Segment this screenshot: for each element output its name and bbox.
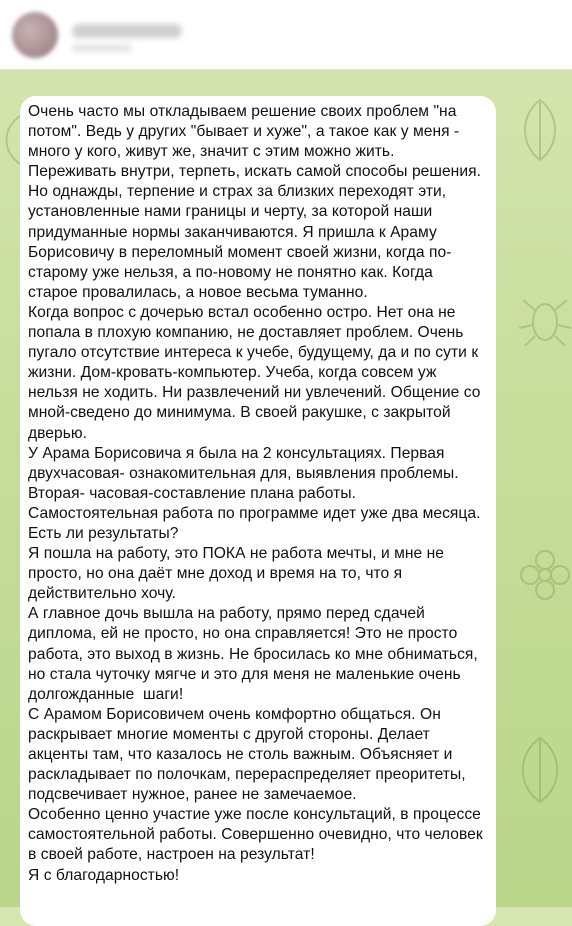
bug-doodle-icon [505,280,572,360]
message-text: Очень часто мы откладываем решение своих проблем "на потом". Ведь у других "бывает и хуже", а такое как у меня - много у кого, живут же, значит с этим можно жить. Переживать внутри, терпеть, искать самой способы решения. Но однажды, терпение и страх за близких переходят эти, установленные нами границы и черту, за которой наши придуманные нормы заканчиваются. Я пришла к Араму Борисовичу в переломный момент своей жизни, когда по-старому уже нельзя, а по-новому не понятно как. Когда старое провалилась, а новое весьма туманно. Когда вопрос с дочерью встал особенно остро. Нет она не попала в плохую компанию, не доставляет проблем. Очень пугало отсутствие интереса к учебе, будущему, да и по сути к жизни. Дом-кровать-компьютер. Учеба, когда совсем уж нельзя не ходить. Ни развлечений ни увлечений. Общение со мной-сведено до минимума. В своей ракушке, с закрытой дверью. У Арама Борисовича я была на 2 консультациях. Первая двухчасовая- ознакомительная для, выявления проблемы. Вторая- часовая-составление плана работы. Самостоятельная работа по программе идет уже два месяца. Есть ли результаты? Я пошла на работу, это ПОКА не работа мечты, и мне не просто, но она даёт мне доход и время на то, что я действительно хочу. А главное дочь вышла на работу, прямо перед сдачей диплома, ей не просто, но она справляется! Это не просто работа, это выход в жизнь. Не бросилась ко мне обниматься, но стала чуточку мягче и это для меня не маленькие очень долгожданные шаги! С Арамом Борисовичем очень комфортно общаться. Он раскрывает многие моменты с другой стороны. Делает акценты там, что казалось не столь важным. Объясняет и раскладывает по полочкам, перераспределяет преоритеты, подсвечивает нужное, ранее не замечаемое. Особенно ценно участие уже после консультаций, в процессе самостоятельной работы. Совершенно очевидно, что человек в своей работе, настроен на результат! Я с благодарностью! [28,103,483,884]
avatar[interactable] [12,12,58,58]
leaf-doodle-icon [500,90,572,170]
blurred-status [72,44,132,52]
message-bubble[interactable] [20,96,496,926]
leaf-doodle-icon [505,730,572,810]
chat-header [0,0,572,70]
blurred-name [72,24,182,38]
flower-doodle-icon [510,540,572,610]
